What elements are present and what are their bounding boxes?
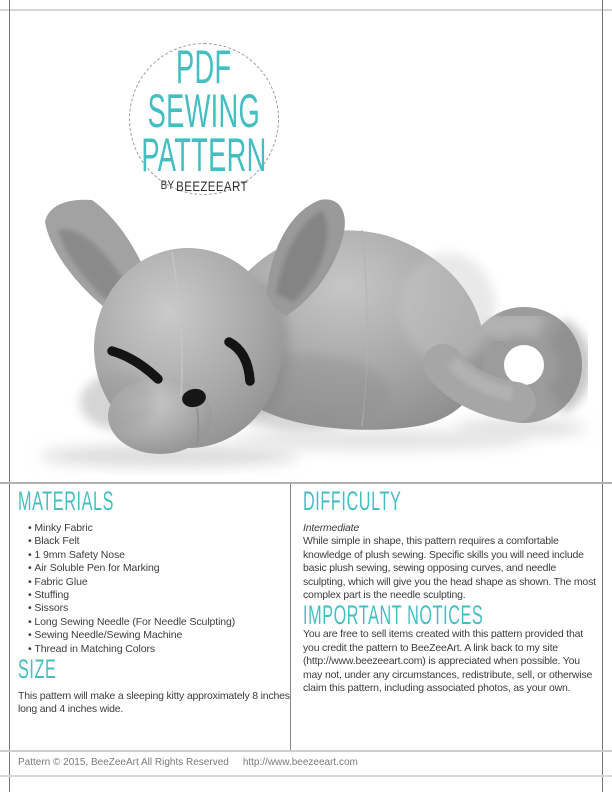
difficulty-level: Intermediate bbox=[303, 522, 359, 534]
top-border-line bbox=[0, 9, 612, 11]
difficulty-text: While simple in shape, this pattern requires a comfortable knowledge of plush sewing. Specific skills you will need include basic plush sewing, sewing opposing curves, and needle sculpting, which will give you the head shape as shown. The most complex part is the needle sculpting. bbox=[303, 535, 596, 602]
footer-url[interactable]: http://www.beezeeart.com bbox=[242, 757, 358, 768]
material-item: • Thread in Matching Colors bbox=[28, 643, 284, 656]
page-footer bbox=[18, 756, 358, 769]
material-item: • Minky Fabric bbox=[28, 522, 284, 535]
plush-cat-photo bbox=[0, 190, 612, 475]
section-divider-line bbox=[0, 482, 612, 484]
materials-list bbox=[18, 522, 284, 656]
footer-top-line bbox=[0, 750, 612, 752]
left-column bbox=[18, 486, 290, 717]
material-item: • Long Sewing Needle (For Needle Sculpting) bbox=[28, 616, 284, 629]
size-text: This pattern will make a sleeping kitty approximately 8 inches long and 4 inches wide. bbox=[18, 690, 290, 716]
material-item: • Sewing Needle/Sewing Machine bbox=[28, 629, 284, 642]
brand-badge bbox=[129, 40, 279, 195]
footer-bottom-line bbox=[0, 775, 612, 777]
material-item: • Black Felt bbox=[28, 535, 284, 548]
right-column bbox=[303, 488, 597, 695]
badge-by-prefix: BY bbox=[160, 178, 175, 192]
material-item: • Fabric Glue bbox=[28, 576, 284, 589]
material-item: • 1 9mm Safety Nose bbox=[28, 549, 284, 562]
material-item: • Sissors bbox=[28, 602, 284, 615]
material-item: • Air Soluble Pen for Marking bbox=[28, 562, 284, 575]
badge-title-line2: SEWING bbox=[147, 84, 261, 137]
badge-brand-name: BEEZEEART bbox=[175, 178, 248, 194]
badge-title-line1: PDF bbox=[176, 40, 232, 93]
badge-title-line3: PATTERN bbox=[141, 128, 267, 181]
difficulty-heading: DIFFICULTY bbox=[303, 486, 402, 516]
materials-heading: MATERIALS bbox=[18, 486, 115, 516]
footer-copyright: Pattern © 2015, BeeZeeArt All Rights Reserved bbox=[18, 757, 229, 768]
badge-byline bbox=[160, 178, 247, 194]
material-item: • Stuffing bbox=[28, 589, 284, 602]
notices-text: You are free to sell items created with this pattern provided that you credit the pattern to BeeZeeArt. A link back to my site (http://www.beezeeart.com) is appreciated when possible. You may not, under any circumstances, redistribute, sell, or otherwise claim this pattern, including associated photos, as your own. bbox=[303, 628, 593, 695]
size-heading: SIZE bbox=[18, 654, 57, 685]
notices-heading: IMPORTANT NOTICES bbox=[303, 600, 484, 631]
